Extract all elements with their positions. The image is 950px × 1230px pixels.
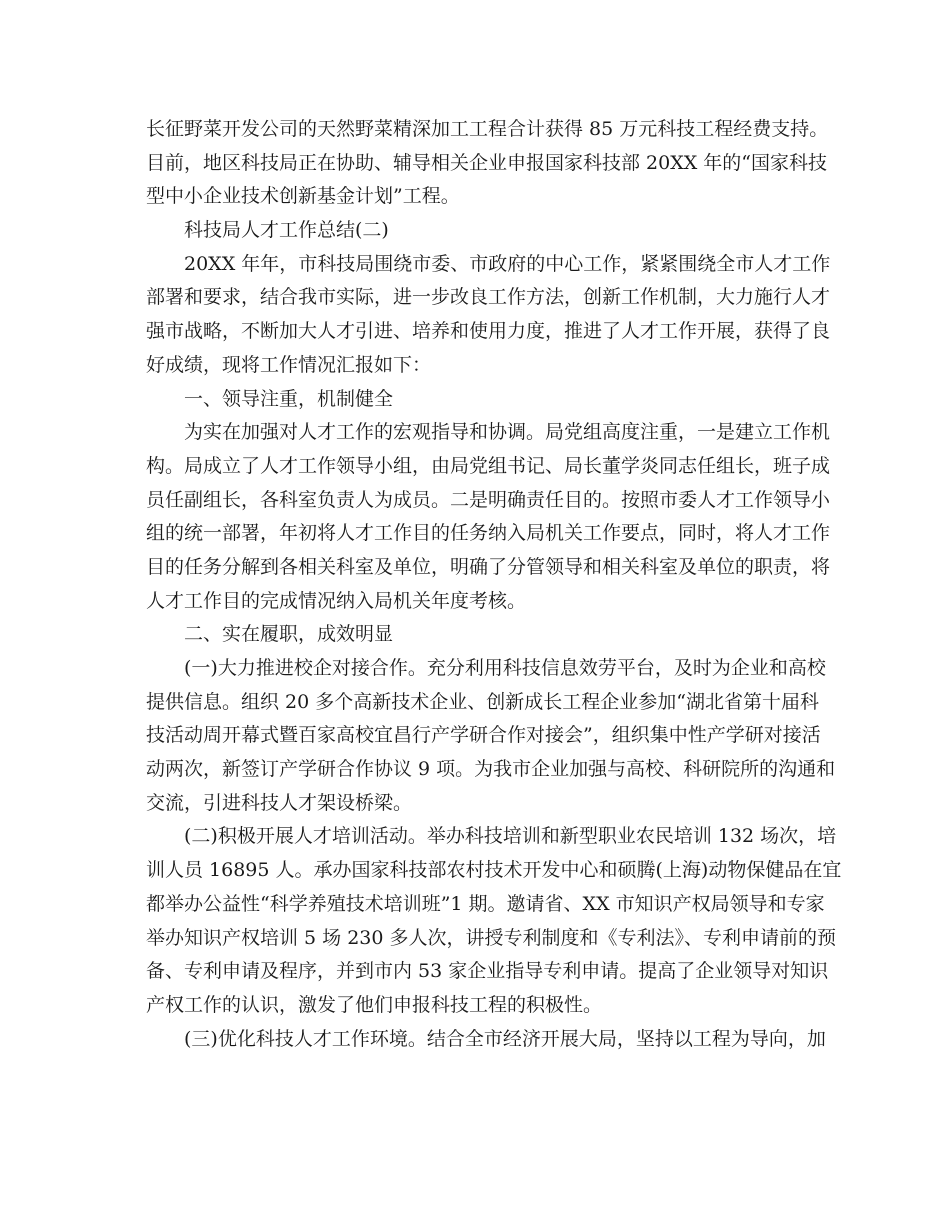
paragraph-item-1 [146, 652, 836, 820]
text-line: 提供信息。组织 20 多个高新技术企业、创新成长工程企业参加“湖北省第十届科 [146, 690, 819, 713]
text-line: 一、领导注重，机制健全 [184, 387, 394, 410]
text-line: 人才工作目的完成情况纳入局机关年度考核。 [146, 589, 527, 612]
text-line: 员任副组长，各科室负责人为成员。二是明确责任目的。按照市委人才工作领导小 [146, 488, 831, 511]
text-line: 目前，地区科技局正在协助、辅导相关企业申报国家科技部 20XX 年的“国家科技 [146, 151, 828, 174]
document-page [146, 113, 842, 1056]
heading-section-2 [146, 618, 811, 652]
text-line: 交流，引进科技人才架设桥梁。 [146, 791, 413, 814]
text-line: 构。局成立了人才工作领导小组，由局党组书记、局长董学炎同志任组长，班子成 [146, 454, 831, 477]
text-line: 型中小企业技术创新基金计划”工程。 [146, 185, 460, 208]
text-line: 科技局人才工作总结(二) [184, 219, 389, 242]
text-line: 长征野菜开发公司的天然野菜精深加工工程合计获得 85 万元科技工程经费支持。 [146, 118, 829, 140]
text-line: (三)优化科技人才工作环境。结合全市经济开展大局，坚持以工程为导向，加 [184, 1027, 826, 1050]
text-line: 技活动周开幕式暨百家高校宜昌行产学研合作对接会”，组织集中性产学研对接活 [146, 724, 821, 747]
text-line: 二、实在履职，成效明显 [184, 623, 394, 646]
text-line: 产权工作的认识，激发了他们申报科技工程的积极性。 [146, 993, 603, 1016]
text-line: 组的统一部署，年初将人才工作目的任务纳入局机关工作要点，同时，将人才工作 [146, 522, 831, 545]
text-line: 都举办公益性“科学养殖技术培训班”1 期。邀请省、XX 市知识产权局领导和专家 [146, 892, 825, 915]
text-line: 部署和要求，结合我市实际，进一步改良工作方法，创新工作机制，大力施行人才 [146, 286, 831, 309]
text-line: (二)积极开展人才培训活动。举办科技培训和新型职业农民培训 132 场次，培 [184, 825, 837, 848]
text-line: 备、专利申请及程序，并到市内 53 家企业指导专利申请。提高了企业领导对知识 [146, 960, 829, 983]
paragraph-intro [146, 248, 831, 383]
text-line: 为实在加强对人才工作的宏观指导和协调。局党组高度注重，一是建立工作机 [184, 421, 831, 444]
paragraph-item-2 [146, 820, 842, 1022]
text-line: 举办知识产权培训 5 场 230 多人次，讲授专利制度和《专利法》、专利申请前的预 [146, 926, 837, 949]
text-line: (一)大力推进校企对接合作。充分利用科技信息效劳平台，及时为企业和高校 [184, 657, 826, 679]
text-line: 20XX 年年，市科技局围绕市委、市政府的中心工作，紧紧围绕全市人才工作 [184, 252, 831, 275]
heading-section-1 [146, 383, 811, 417]
paragraph-section-1 [146, 416, 831, 618]
paragraph-item-3 [146, 1023, 826, 1057]
text-line: 好成绩，现将工作情况汇报如下： [146, 353, 432, 376]
paragraph-continuation [146, 113, 829, 214]
section-title [146, 214, 811, 248]
text-line: 目的任务分解到各相关科室及单位，明确了分管领导和相关科室及单位的职责，将 [146, 555, 831, 578]
text-line: 动两次，新签订产学研合作协议 9 项。为我市企业加强与高校、科研院所的沟通和 [146, 758, 836, 781]
text-line: 强市战略，不断加大人才引进、培养和使用力度，推进了人才工作开展，获得了良 [146, 320, 831, 343]
text-line: 训人员 16895 人。承办国家科技部农村技术开发中心和硕腾(上海)动物保健品在宜 [146, 859, 842, 882]
